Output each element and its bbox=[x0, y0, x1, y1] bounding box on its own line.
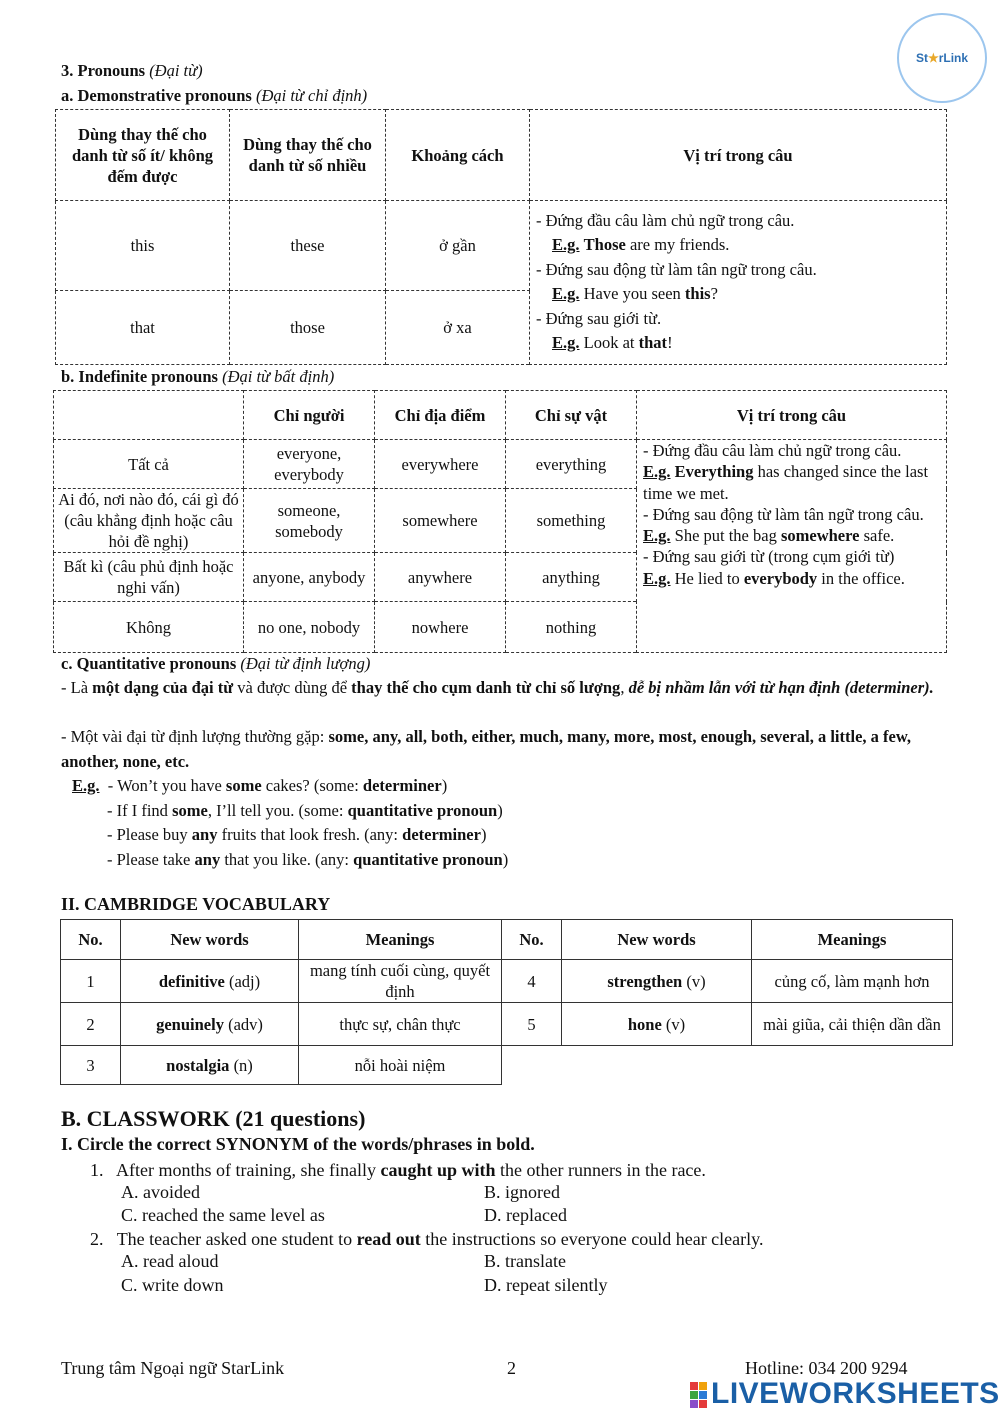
option-a[interactable]: A. avoided bbox=[121, 1182, 200, 1202]
indef-label: Không bbox=[54, 602, 244, 653]
vocab-table: No. New words Meanings No. New words Meanings 1 definitive (adj) mang tính cuối cùng, quyết định 4 strengthen (v) củng cố, làm mạnh hơn 2 genuinely (adv) thực sự, chân thực 5 hone (v) mài giũa, cải thiện dần dần 3 nostalgia (n) nỗi hoài niệm bbox=[60, 919, 953, 1085]
demo-cell: this bbox=[56, 201, 230, 291]
demo-cell: ở gần bbox=[386, 201, 530, 291]
logo-text-b: rLink bbox=[938, 51, 969, 65]
liveworksheets-icon bbox=[690, 1381, 708, 1408]
indef-header: Chỉ địa điểm bbox=[375, 391, 506, 440]
option-d[interactable]: D. replaced bbox=[484, 1205, 567, 1225]
liveworksheets-logo: LIVEWORKSHEETS bbox=[690, 1376, 1000, 1411]
indef-label: Ai đó, nơi nào đó, cái gì đó (câu khẳng định hoặc câu hỏi đề nghị) bbox=[54, 489, 244, 553]
demo-position-cell: - Đứng đầu câu làm chủ ngữ trong câu. E.g. Those are my friends. - Đứng sau động từ làm tân ngữ trong câu. E.g. Have you seen this? - Đứng sau giới từ. E.g. Look at that! bbox=[530, 201, 947, 365]
classwork-instruction: I. Circle the correct SYNONYM of the words/phrases in bold. bbox=[61, 1134, 535, 1154]
demo-cell: those bbox=[230, 291, 386, 365]
quant-paragraph-1: - Là một dạng của đại từ và được dùng để thay thế cho cụm danh từ chỉ số lượng, dễ bị nhầm lẫn với từ hạn định (determiner). bbox=[61, 678, 934, 697]
demo-cell: that bbox=[56, 291, 230, 365]
demo-header: Vị trí trong câu bbox=[530, 110, 947, 201]
quant-title: c. Quantitative pronouns (Đại từ định lượng) bbox=[61, 654, 371, 673]
logo-text-a: St bbox=[915, 51, 928, 65]
vocab-row: 1 definitive (adj) mang tính cuối cùng, quyết định 4 strengthen (v) củng cố, làm mạnh hơn bbox=[61, 960, 953, 1003]
footer-hotline: Hotline: 034 200 9294 bbox=[745, 1358, 908, 1378]
indef-label: Bất kì (câu phủ định hoặc nghi vấn) bbox=[54, 553, 244, 602]
option-a[interactable]: A. read aloud bbox=[121, 1251, 219, 1271]
vocab-title: II. CAMBRIDGE VOCABULARY bbox=[61, 894, 331, 914]
vocab-row: 3 nostalgia (n) nỗi hoài niệm bbox=[61, 1046, 953, 1085]
star-icon: ★ bbox=[927, 51, 939, 65]
demo-title: a. Demonstrative pronouns (Đại từ chỉ định) bbox=[61, 86, 368, 105]
option-b[interactable]: B. ignored bbox=[484, 1182, 560, 1202]
option-c[interactable]: C. write down bbox=[121, 1275, 224, 1295]
option-b[interactable]: B. translate bbox=[484, 1251, 566, 1271]
option-c[interactable]: C. reached the same level as bbox=[121, 1205, 325, 1225]
demo-header: Dùng thay thế cho danh từ số nhiều bbox=[230, 110, 386, 201]
vocab-row: 2 genuinely (adv) thực sự, chân thực 5 hone (v) mài giũa, cải thiện dần dần bbox=[61, 1003, 953, 1046]
starlink-logo bbox=[897, 13, 987, 103]
quant-examples: E.g. - Won’t you have some cakes? (some: determiner) - If I find some, I’ll tell you. (some: quantitative pronoun) - Please buy any fruits that look fresh. (any: determiner) - Please take any that you like. (any: quantitative pronoun) bbox=[72, 776, 509, 869]
indef-header: Chỉ người bbox=[244, 391, 375, 440]
indef-header: Vị trí trong câu bbox=[637, 391, 947, 440]
demo-cell: ở xa bbox=[386, 291, 530, 365]
footer-center-name: Trung tâm Ngoại ngữ StarLink bbox=[61, 1358, 285, 1378]
indef-header: Chỉ sự vật bbox=[506, 391, 637, 440]
page-number: 2 bbox=[507, 1358, 516, 1378]
demonstrative-table bbox=[55, 109, 947, 365]
indef-title: b. Indefinite pronouns (Đại từ bất định) bbox=[61, 367, 335, 386]
classwork-title: B. CLASSWORK (21 questions) bbox=[61, 1106, 366, 1131]
option-d[interactable]: D. repeat silently bbox=[484, 1275, 608, 1295]
indefinite-table: Chỉ người Chỉ địa điểm Chỉ sự vật Vị trí trong câu Tất cả everyone, everybody everywhere everything - Đứng đầu câu làm chủ ngữ trong câu. E.g. Everything has changed since the last time we met. - Đứng sau động từ làm tân ngữ trong câu. E.g. She put the bag somewhere safe. - Đứng sau giới từ (trong cụm giới từ) E.g. He lied to everybody in the office. Ai đó, nơi nào đó, cái gì đó (câu khẳng định hoặc câu hỏi đề nghị) someone, somebody somewhere something Bất kì (câu phủ định hoặc nghi vấn) anyone, anybody anywhere anything Không no one, nobody nowhere nothing bbox=[53, 390, 947, 653]
indef-position-cell: - Đứng đầu câu làm chủ ngữ trong câu. E.g. Everything has changed since the last time we met. - Đứng sau động từ làm tân ngữ trong câu. E.g. She put the bag somewhere safe. - Đứng sau giới từ (trong cụm giới từ) E.g. He lied to everybody in the office. bbox=[637, 440, 947, 653]
question-2: 2. The teacher asked one student to read out the instructions so everyone could hear clearly. bbox=[90, 1229, 764, 1249]
question-1: 1. After months of training, she finally caught up with the other runners in the race. bbox=[90, 1160, 706, 1180]
section-title: 3. Pronouns (Đại từ) bbox=[61, 61, 203, 80]
quant-paragraph-2: - Một vài đại từ định lượng thường gặp: some, any, all, both, either, much, many, more, most, enough, several, a little, a few, another, none, etc. bbox=[61, 727, 911, 771]
demo-header: Dùng thay thế cho danh từ số ít/ không đếm được bbox=[56, 110, 230, 201]
demo-cell: these bbox=[230, 201, 386, 291]
indef-label: Tất cả bbox=[54, 440, 244, 489]
demo-header: Khoảng cách bbox=[386, 110, 530, 201]
